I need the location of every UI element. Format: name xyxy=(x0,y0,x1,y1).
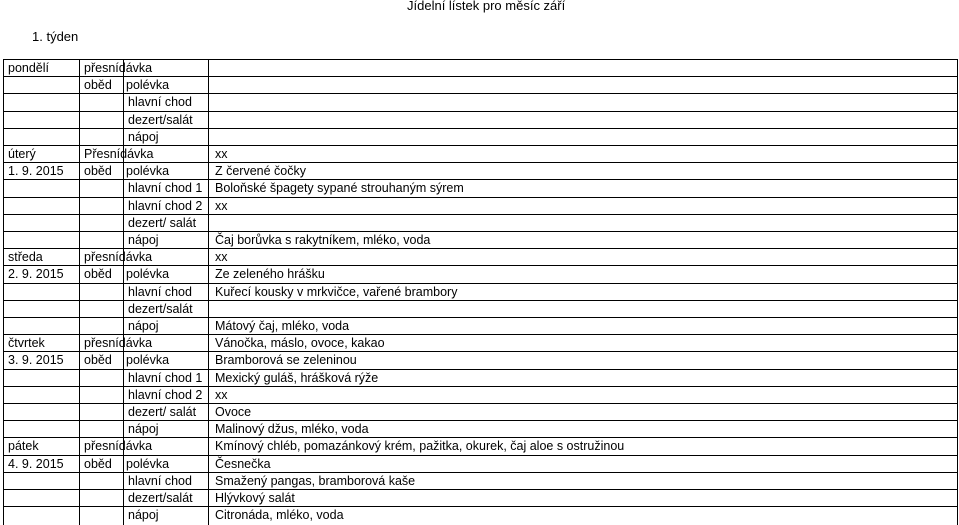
cell-c3: nápoj xyxy=(128,233,159,247)
cell-c4: Česnečka xyxy=(215,456,271,471)
cell-c2: polévka xyxy=(126,267,170,282)
cell-c3: hlavní chod 2 xyxy=(128,387,203,402)
cell-c4: Kuřecí kousky v mrkvičce, vařené brambory xyxy=(215,284,458,299)
cell-c4: Z červené čočky xyxy=(215,164,307,179)
cell-c4: xx xyxy=(215,387,228,402)
cell-c0: čtvrtek xyxy=(8,336,45,351)
cell-c4: xx xyxy=(215,147,228,161)
cell-c3: hlavní chod 2 xyxy=(128,198,203,213)
cell-c1: oběd xyxy=(84,164,112,179)
cell-c4: Mátový čaj, mléko, voda xyxy=(215,319,350,333)
cell-c4: Čaj borůvka s rakytníkem, mléko, voda xyxy=(215,233,431,247)
cell-c3: nápoj xyxy=(128,422,159,437)
page-title: Jídelní lístek pro měsíc září xyxy=(407,0,566,13)
cell-c4: Bramborová se zeleninou xyxy=(215,353,357,368)
cell-c4: Citronáda, mléko, voda xyxy=(215,508,344,523)
cell-c3: hlavní chod xyxy=(128,95,192,110)
cell-c1: přesnídávka xyxy=(84,61,153,75)
cell-c0: úterý xyxy=(8,147,36,161)
cell-c0: 4. 9. 2015 xyxy=(8,456,64,471)
cell-c0: středa xyxy=(8,250,43,265)
cell-c3: nápoj xyxy=(128,129,159,144)
cell-c0: 1. 9. 2015 xyxy=(8,164,64,179)
cell-c3: hlavní chod xyxy=(128,284,192,299)
cell-c1: přesnídávka xyxy=(84,336,153,351)
cell-c0: 3. 9. 2015 xyxy=(8,353,64,368)
column-divider xyxy=(957,59,958,525)
cell-c1: oběd xyxy=(84,456,112,471)
cell-c1: oběd xyxy=(84,353,112,368)
cell-c3: dezert/salát xyxy=(128,112,193,127)
cell-c3: nápoj xyxy=(128,508,159,523)
cell-c4: Ze zeleného hrášku xyxy=(215,267,325,282)
cell-c3: dezert/ salát xyxy=(128,215,197,230)
cell-c0: pondělí xyxy=(8,61,50,75)
cell-c4: Hlývkový salát xyxy=(215,491,295,505)
cell-c3: hlavní chod 1 xyxy=(128,181,203,196)
cell-c4: Smažený pangas, bramborová kaše xyxy=(215,473,416,488)
cell-c2: polévka xyxy=(126,164,170,179)
cell-c4: Mexický guláš, hrášková rýže xyxy=(215,370,379,385)
cell-c1: oběd xyxy=(84,78,112,93)
cell-c4: Kmínový chléb, pomazánkový krém, pažitka, okurek, čaj aloe s ostružinou xyxy=(215,439,625,454)
cell-c1: přesnídávka xyxy=(84,439,153,454)
cell-c3: dezert/salát xyxy=(128,301,193,316)
cell-c2: polévka xyxy=(126,353,170,368)
cell-c3: hlavní chod 1 xyxy=(128,370,203,385)
cell-c1: Přesnídávka xyxy=(84,147,154,161)
cell-c3: dezert/ salát xyxy=(128,405,197,419)
cell-c4: Ovoce xyxy=(215,405,252,419)
cell-c4: Boloňské špagety sypané strouhaným sýrem xyxy=(215,181,464,196)
cell-c1: oběd xyxy=(84,267,112,282)
cell-c2: polévka xyxy=(126,456,170,471)
cell-c4: Malinový džus, mléko, voda xyxy=(215,422,369,437)
cell-c4: Vánočka, máslo, ovoce, kakao xyxy=(215,336,385,351)
cell-c2: polévka xyxy=(126,78,170,93)
cell-c0: pátek xyxy=(8,439,39,454)
cell-c3: dezert/salát xyxy=(128,491,193,505)
cell-c4: xx xyxy=(215,250,228,265)
cell-c3: nápoj xyxy=(128,319,159,333)
cell-c0: 2. 9. 2015 xyxy=(8,267,64,282)
cell-c1: přesnídávka xyxy=(84,250,153,265)
cell-c4: xx xyxy=(215,198,228,213)
cell-c3: hlavní chod xyxy=(128,473,192,488)
week-label: 1. týden xyxy=(32,29,79,44)
